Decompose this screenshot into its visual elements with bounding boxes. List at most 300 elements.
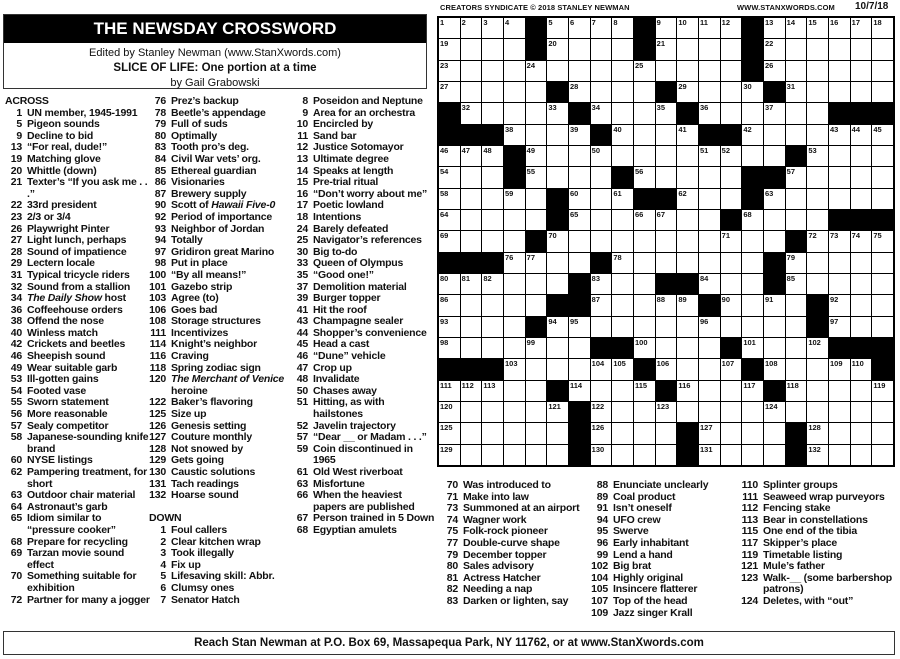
grid-cell[interactable] <box>482 167 503 187</box>
grid-cell[interactable] <box>591 61 612 81</box>
grid-cell[interactable] <box>656 210 677 230</box>
grid-cell[interactable] <box>547 317 568 337</box>
grid-cell[interactable] <box>569 18 590 38</box>
grid-cell[interactable] <box>677 402 698 422</box>
grid-cell[interactable] <box>482 103 503 123</box>
grid-cell[interactable] <box>591 274 612 294</box>
grid-cell[interactable] <box>461 189 482 209</box>
clue-across-76[interactable] <box>148 96 292 108</box>
clue-down-117[interactable] <box>740 538 898 550</box>
grid-cell[interactable] <box>634 125 655 145</box>
grid-cell[interactable] <box>807 189 828 209</box>
grid-cell[interactable] <box>526 146 547 166</box>
grid-cell[interactable] <box>851 231 872 251</box>
grid-cell[interactable] <box>699 167 720 187</box>
clue-down-7[interactable] <box>148 595 292 607</box>
grid-cell[interactable] <box>721 253 742 273</box>
grid-cell[interactable] <box>699 61 720 81</box>
grid-cell[interactable] <box>851 167 872 187</box>
clue-down-13[interactable] <box>290 154 436 166</box>
grid-cell[interactable] <box>851 423 872 443</box>
clue-across-120[interactable] <box>148 374 292 397</box>
grid-cell[interactable] <box>591 402 612 422</box>
grid-cell[interactable] <box>547 103 568 123</box>
clue-across-84[interactable] <box>148 154 292 166</box>
grid-cell[interactable] <box>634 146 655 166</box>
grid-cell[interactable] <box>461 103 482 123</box>
grid-cell[interactable] <box>591 445 612 465</box>
grid-cell[interactable] <box>634 317 655 337</box>
grid-cell[interactable] <box>439 295 460 315</box>
grid-cell[interactable] <box>504 82 525 102</box>
grid-cell[interactable] <box>699 381 720 401</box>
grid-cell[interactable] <box>482 39 503 59</box>
grid-cell[interactable] <box>829 146 850 166</box>
grid-cell[interactable] <box>547 231 568 251</box>
grid-cell[interactable] <box>786 402 807 422</box>
grid-cell[interactable] <box>742 82 763 102</box>
grid-cell[interactable] <box>677 82 698 102</box>
grid-cell[interactable] <box>612 402 633 422</box>
clue-across-122[interactable] <box>148 397 292 409</box>
grid-cell[interactable] <box>656 295 677 315</box>
clue-down-35[interactable] <box>290 270 436 282</box>
grid-cell[interactable] <box>786 381 807 401</box>
grid-cell[interactable] <box>656 253 677 273</box>
grid-cell[interactable] <box>786 39 807 59</box>
grid-cell[interactable] <box>526 381 547 401</box>
grid-cell[interactable] <box>829 189 850 209</box>
grid-cell[interactable] <box>461 423 482 443</box>
grid-cell[interactable] <box>547 61 568 81</box>
grid-cell[interactable] <box>526 402 547 422</box>
clue-across-94[interactable] <box>148 235 292 247</box>
grid-cell[interactable] <box>482 295 503 315</box>
grid-cell[interactable] <box>547 402 568 422</box>
grid-cell[interactable] <box>656 317 677 337</box>
grid-cell[interactable] <box>742 125 763 145</box>
grid-cell[interactable] <box>569 61 590 81</box>
grid-cell[interactable] <box>504 231 525 251</box>
grid-cell[interactable] <box>807 359 828 379</box>
grid-cell[interactable] <box>764 445 785 465</box>
clue-down-25[interactable] <box>290 235 436 247</box>
grid-cell[interactable] <box>699 82 720 102</box>
grid-cell[interactable] <box>721 39 742 59</box>
grid-cell[interactable] <box>872 295 893 315</box>
grid-cell[interactable] <box>721 359 742 379</box>
clue-down-124[interactable] <box>740 596 898 608</box>
grid-cell[interactable] <box>439 338 460 358</box>
grid-cell[interactable] <box>569 167 590 187</box>
crossword-grid[interactable] <box>437 16 895 467</box>
grid-cell[interactable] <box>547 125 568 145</box>
grid-cell[interactable] <box>504 253 525 273</box>
grid-cell[interactable] <box>872 274 893 294</box>
grid-cell[interactable] <box>677 18 698 38</box>
grid-cell[interactable] <box>742 338 763 358</box>
grid-cell[interactable] <box>439 317 460 337</box>
grid-cell[interactable] <box>786 125 807 145</box>
clue-across-22[interactable] <box>4 200 150 212</box>
grid-cell[interactable] <box>786 359 807 379</box>
grid-cell[interactable] <box>612 146 633 166</box>
grid-cell[interactable] <box>461 39 482 59</box>
grid-cell[interactable] <box>764 18 785 38</box>
grid-cell[interactable] <box>461 231 482 251</box>
grid-cell[interactable] <box>439 381 460 401</box>
grid-cell[interactable] <box>677 210 698 230</box>
grid-cell[interactable] <box>656 402 677 422</box>
grid-cell[interactable] <box>829 253 850 273</box>
grid-cell[interactable] <box>872 125 893 145</box>
grid-cell[interactable] <box>699 402 720 422</box>
grid-cell[interactable] <box>504 274 525 294</box>
grid-cell[interactable] <box>461 402 482 422</box>
grid-cell[interactable] <box>764 295 785 315</box>
clue-down-110[interactable] <box>740 480 898 492</box>
grid-cell[interactable] <box>872 39 893 59</box>
clue-down-66[interactable] <box>290 490 436 513</box>
grid-cell[interactable] <box>656 39 677 59</box>
grid-cell[interactable] <box>569 381 590 401</box>
grid-cell[interactable] <box>872 82 893 102</box>
grid-cell[interactable] <box>872 146 893 166</box>
grid-cell[interactable] <box>851 61 872 81</box>
clue-across-62[interactable] <box>4 467 150 490</box>
grid-cell[interactable] <box>807 445 828 465</box>
grid-cell[interactable] <box>526 274 547 294</box>
grid-cell[interactable] <box>807 274 828 294</box>
grid-cell[interactable] <box>851 274 872 294</box>
grid-cell[interactable] <box>612 423 633 443</box>
grid-cell[interactable] <box>591 18 612 38</box>
clue-across-92[interactable] <box>148 212 292 224</box>
grid-cell[interactable] <box>786 18 807 38</box>
grid-cell[interactable] <box>569 125 590 145</box>
clue-across-31[interactable] <box>4 270 150 282</box>
grid-cell[interactable] <box>634 103 655 123</box>
grid-cell[interactable] <box>872 189 893 209</box>
grid-cell[interactable] <box>829 402 850 422</box>
grid-cell[interactable] <box>482 231 503 251</box>
grid-cell[interactable] <box>656 359 677 379</box>
clue-across-125[interactable] <box>148 409 292 421</box>
grid-cell[interactable] <box>569 39 590 59</box>
grid-cell[interactable] <box>439 210 460 230</box>
grid-cell[interactable] <box>699 274 720 294</box>
grid-cell[interactable] <box>699 210 720 230</box>
clue-across-46[interactable] <box>4 351 150 363</box>
grid-cell[interactable] <box>742 210 763 230</box>
grid-cell[interactable] <box>807 103 828 123</box>
grid-cell[interactable] <box>829 61 850 81</box>
grid-cell[interactable] <box>764 103 785 123</box>
grid-cell[interactable] <box>721 231 742 251</box>
grid-cell[interactable] <box>461 210 482 230</box>
grid-cell[interactable] <box>872 253 893 273</box>
grid-cell[interactable] <box>851 146 872 166</box>
grid-cell[interactable] <box>656 423 677 443</box>
grid-cell[interactable] <box>677 61 698 81</box>
grid-cell[interactable] <box>634 167 655 187</box>
grid-cell[interactable] <box>872 381 893 401</box>
grid-cell[interactable] <box>504 125 525 145</box>
grid-cell[interactable] <box>872 231 893 251</box>
grid-cell[interactable] <box>872 317 893 337</box>
grid-cell[interactable] <box>634 274 655 294</box>
grid-cell[interactable] <box>786 167 807 187</box>
grid-cell[interactable] <box>439 423 460 443</box>
grid-cell[interactable] <box>569 253 590 273</box>
clue-down-17[interactable] <box>290 200 436 212</box>
grid-cell[interactable] <box>851 317 872 337</box>
grid-cell[interactable] <box>591 146 612 166</box>
grid-cell[interactable] <box>699 317 720 337</box>
grid-cell[interactable] <box>591 189 612 209</box>
grid-cell[interactable] <box>612 317 633 337</box>
grid-cell[interactable] <box>807 402 828 422</box>
grid-cell[interactable] <box>547 18 568 38</box>
grid-cell[interactable] <box>721 103 742 123</box>
grid-cell[interactable] <box>439 274 460 294</box>
grid-cell[interactable] <box>721 167 742 187</box>
clue-across-58[interactable] <box>4 432 150 455</box>
grid-cell[interactable] <box>547 274 568 294</box>
clue-down-77[interactable] <box>440 538 592 550</box>
grid-cell[interactable] <box>482 402 503 422</box>
grid-cell[interactable] <box>439 167 460 187</box>
clue-down-51[interactable] <box>290 397 436 420</box>
grid-cell[interactable] <box>569 146 590 166</box>
grid-cell[interactable] <box>851 125 872 145</box>
grid-cell[interactable] <box>591 210 612 230</box>
clue-down-10[interactable] <box>290 119 436 131</box>
grid-cell[interactable] <box>526 189 547 209</box>
clue-down-39[interactable] <box>290 293 436 305</box>
grid-cell[interactable] <box>829 295 850 315</box>
grid-cell[interactable] <box>721 381 742 401</box>
grid-cell[interactable] <box>482 210 503 230</box>
grid-cell[interactable] <box>742 231 763 251</box>
grid-cell[interactable] <box>764 359 785 379</box>
grid-cell[interactable] <box>699 423 720 443</box>
grid-cell[interactable] <box>634 402 655 422</box>
grid-cell[interactable] <box>829 359 850 379</box>
grid-cell[interactable] <box>482 274 503 294</box>
grid-cell[interactable] <box>482 317 503 337</box>
grid-cell[interactable] <box>504 103 525 123</box>
grid-cell[interactable] <box>439 82 460 102</box>
grid-cell[interactable] <box>677 231 698 251</box>
grid-cell[interactable] <box>677 189 698 209</box>
grid-cell[interactable] <box>807 82 828 102</box>
clue-across-27[interactable] <box>4 235 150 247</box>
clue-down-46[interactable] <box>290 351 436 363</box>
grid-cell[interactable] <box>764 210 785 230</box>
grid-cell[interactable] <box>612 359 633 379</box>
grid-cell[interactable] <box>482 445 503 465</box>
grid-cell[interactable] <box>461 82 482 102</box>
clue-down-80[interactable] <box>440 561 592 573</box>
grid-cell[interactable] <box>699 39 720 59</box>
grid-cell[interactable] <box>591 167 612 187</box>
clue-across-34[interactable] <box>4 293 150 305</box>
clue-down-88[interactable] <box>590 480 740 492</box>
clue-across-69[interactable] <box>4 548 150 571</box>
grid-cell[interactable] <box>742 317 763 337</box>
clue-down-102[interactable] <box>590 561 740 573</box>
clue-across-130[interactable] <box>148 467 292 479</box>
grid-cell[interactable] <box>526 103 547 123</box>
clue-across-86[interactable] <box>148 177 292 189</box>
clue-across-132[interactable] <box>148 490 292 502</box>
clue-down-47[interactable] <box>290 363 436 375</box>
grid-cell[interactable] <box>612 445 633 465</box>
grid-cell[interactable] <box>721 82 742 102</box>
clue-down-70[interactable] <box>440 480 592 492</box>
grid-cell[interactable] <box>612 103 633 123</box>
grid-cell[interactable] <box>851 295 872 315</box>
clue-across-100[interactable] <box>148 270 292 282</box>
grid-cell[interactable] <box>634 253 655 273</box>
grid-cell[interactable] <box>721 18 742 38</box>
grid-cell[interactable] <box>721 146 742 166</box>
clue-across-116[interactable] <box>148 351 292 363</box>
grid-cell[interactable] <box>764 125 785 145</box>
grid-cell[interactable] <box>656 125 677 145</box>
clue-down-3[interactable] <box>148 548 292 560</box>
grid-cell[interactable] <box>569 82 590 102</box>
grid-cell[interactable] <box>504 381 525 401</box>
clue-across-72[interactable] <box>4 595 150 607</box>
clue-down-15[interactable] <box>290 177 436 189</box>
grid-cell[interactable] <box>699 359 720 379</box>
grid-cell[interactable] <box>699 103 720 123</box>
grid-cell[interactable] <box>721 274 742 294</box>
grid-cell[interactable] <box>764 61 785 81</box>
grid-cell[interactable] <box>569 189 590 209</box>
grid-cell[interactable] <box>872 167 893 187</box>
grid-cell[interactable] <box>851 445 872 465</box>
clue-across-56[interactable] <box>4 409 150 421</box>
grid-cell[interactable] <box>829 82 850 102</box>
grid-cell[interactable] <box>721 189 742 209</box>
grid-cell[interactable] <box>829 231 850 251</box>
grid-cell[interactable] <box>721 317 742 337</box>
grid-cell[interactable] <box>591 317 612 337</box>
grid-cell[interactable] <box>634 338 655 358</box>
clue-across-103[interactable] <box>148 293 292 305</box>
grid-cell[interactable] <box>526 423 547 443</box>
grid-cell[interactable] <box>526 210 547 230</box>
grid-cell[interactable] <box>742 381 763 401</box>
grid-cell[interactable] <box>504 445 525 465</box>
grid-cell[interactable] <box>439 61 460 81</box>
grid-cell[interactable] <box>547 167 568 187</box>
grid-cell[interactable] <box>786 253 807 273</box>
grid-cell[interactable] <box>547 423 568 443</box>
grid-cell[interactable] <box>872 61 893 81</box>
clue-down-18[interactable] <box>290 212 436 224</box>
clue-down-123[interactable] <box>740 573 898 596</box>
grid-cell[interactable] <box>461 381 482 401</box>
grid-cell[interactable] <box>461 445 482 465</box>
grid-cell[interactable] <box>612 61 633 81</box>
grid-cell[interactable] <box>807 125 828 145</box>
grid-cell[interactable] <box>504 402 525 422</box>
clue-down-1[interactable] <box>148 525 292 537</box>
clue-across-79[interactable] <box>148 119 292 131</box>
grid-cell[interactable] <box>677 39 698 59</box>
grid-cell[interactable] <box>829 167 850 187</box>
grid-cell[interactable] <box>634 231 655 251</box>
grid-cell[interactable] <box>721 61 742 81</box>
grid-cell[interactable] <box>721 295 742 315</box>
grid-cell[interactable] <box>829 423 850 443</box>
grid-cell[interactable] <box>851 253 872 273</box>
grid-cell[interactable] <box>872 445 893 465</box>
grid-cell[interactable] <box>634 210 655 230</box>
grid-cell[interactable] <box>461 274 482 294</box>
grid-cell[interactable] <box>461 167 482 187</box>
grid-cell[interactable] <box>439 18 460 38</box>
grid-cell[interactable] <box>807 18 828 38</box>
clue-across-114[interactable] <box>148 339 292 351</box>
grid-cell[interactable] <box>504 423 525 443</box>
grid-cell[interactable] <box>851 18 872 38</box>
grid-cell[interactable] <box>764 402 785 422</box>
grid-cell[interactable] <box>677 167 698 187</box>
grid-cell[interactable] <box>699 231 720 251</box>
grid-cell[interactable] <box>461 317 482 337</box>
grid-cell[interactable] <box>764 189 785 209</box>
grid-cell[interactable] <box>764 423 785 443</box>
grid-cell[interactable] <box>829 18 850 38</box>
grid-cell[interactable] <box>504 18 525 38</box>
grid-cell[interactable] <box>807 381 828 401</box>
grid-cell[interactable] <box>851 381 872 401</box>
grid-cell[interactable] <box>699 18 720 38</box>
grid-cell[interactable] <box>764 338 785 358</box>
grid-cell[interactable] <box>872 423 893 443</box>
grid-cell[interactable] <box>742 423 763 443</box>
grid-cell[interactable] <box>656 146 677 166</box>
grid-cell[interactable] <box>439 231 460 251</box>
grid-cell[interactable] <box>872 402 893 422</box>
grid-cell[interactable] <box>807 253 828 273</box>
grid-cell[interactable] <box>547 445 568 465</box>
grid-cell[interactable] <box>634 423 655 443</box>
grid-cell[interactable] <box>656 167 677 187</box>
grid-cell[interactable] <box>786 317 807 337</box>
grid-cell[interactable] <box>786 338 807 358</box>
grid-cell[interactable] <box>482 146 503 166</box>
grid-cell[interactable] <box>591 82 612 102</box>
grid-cell[interactable] <box>786 61 807 81</box>
grid-cell[interactable] <box>547 253 568 273</box>
grid-cell[interactable] <box>569 231 590 251</box>
grid-cell[interactable] <box>591 231 612 251</box>
grid-cell[interactable] <box>439 189 460 209</box>
grid-cell[interactable] <box>786 103 807 123</box>
grid-cell[interactable] <box>482 18 503 38</box>
clue-across-19[interactable] <box>4 154 150 166</box>
grid-cell[interactable] <box>677 317 698 337</box>
grid-cell[interactable] <box>677 295 698 315</box>
clue-down-6[interactable] <box>148 583 292 595</box>
grid-cell[interactable] <box>591 103 612 123</box>
